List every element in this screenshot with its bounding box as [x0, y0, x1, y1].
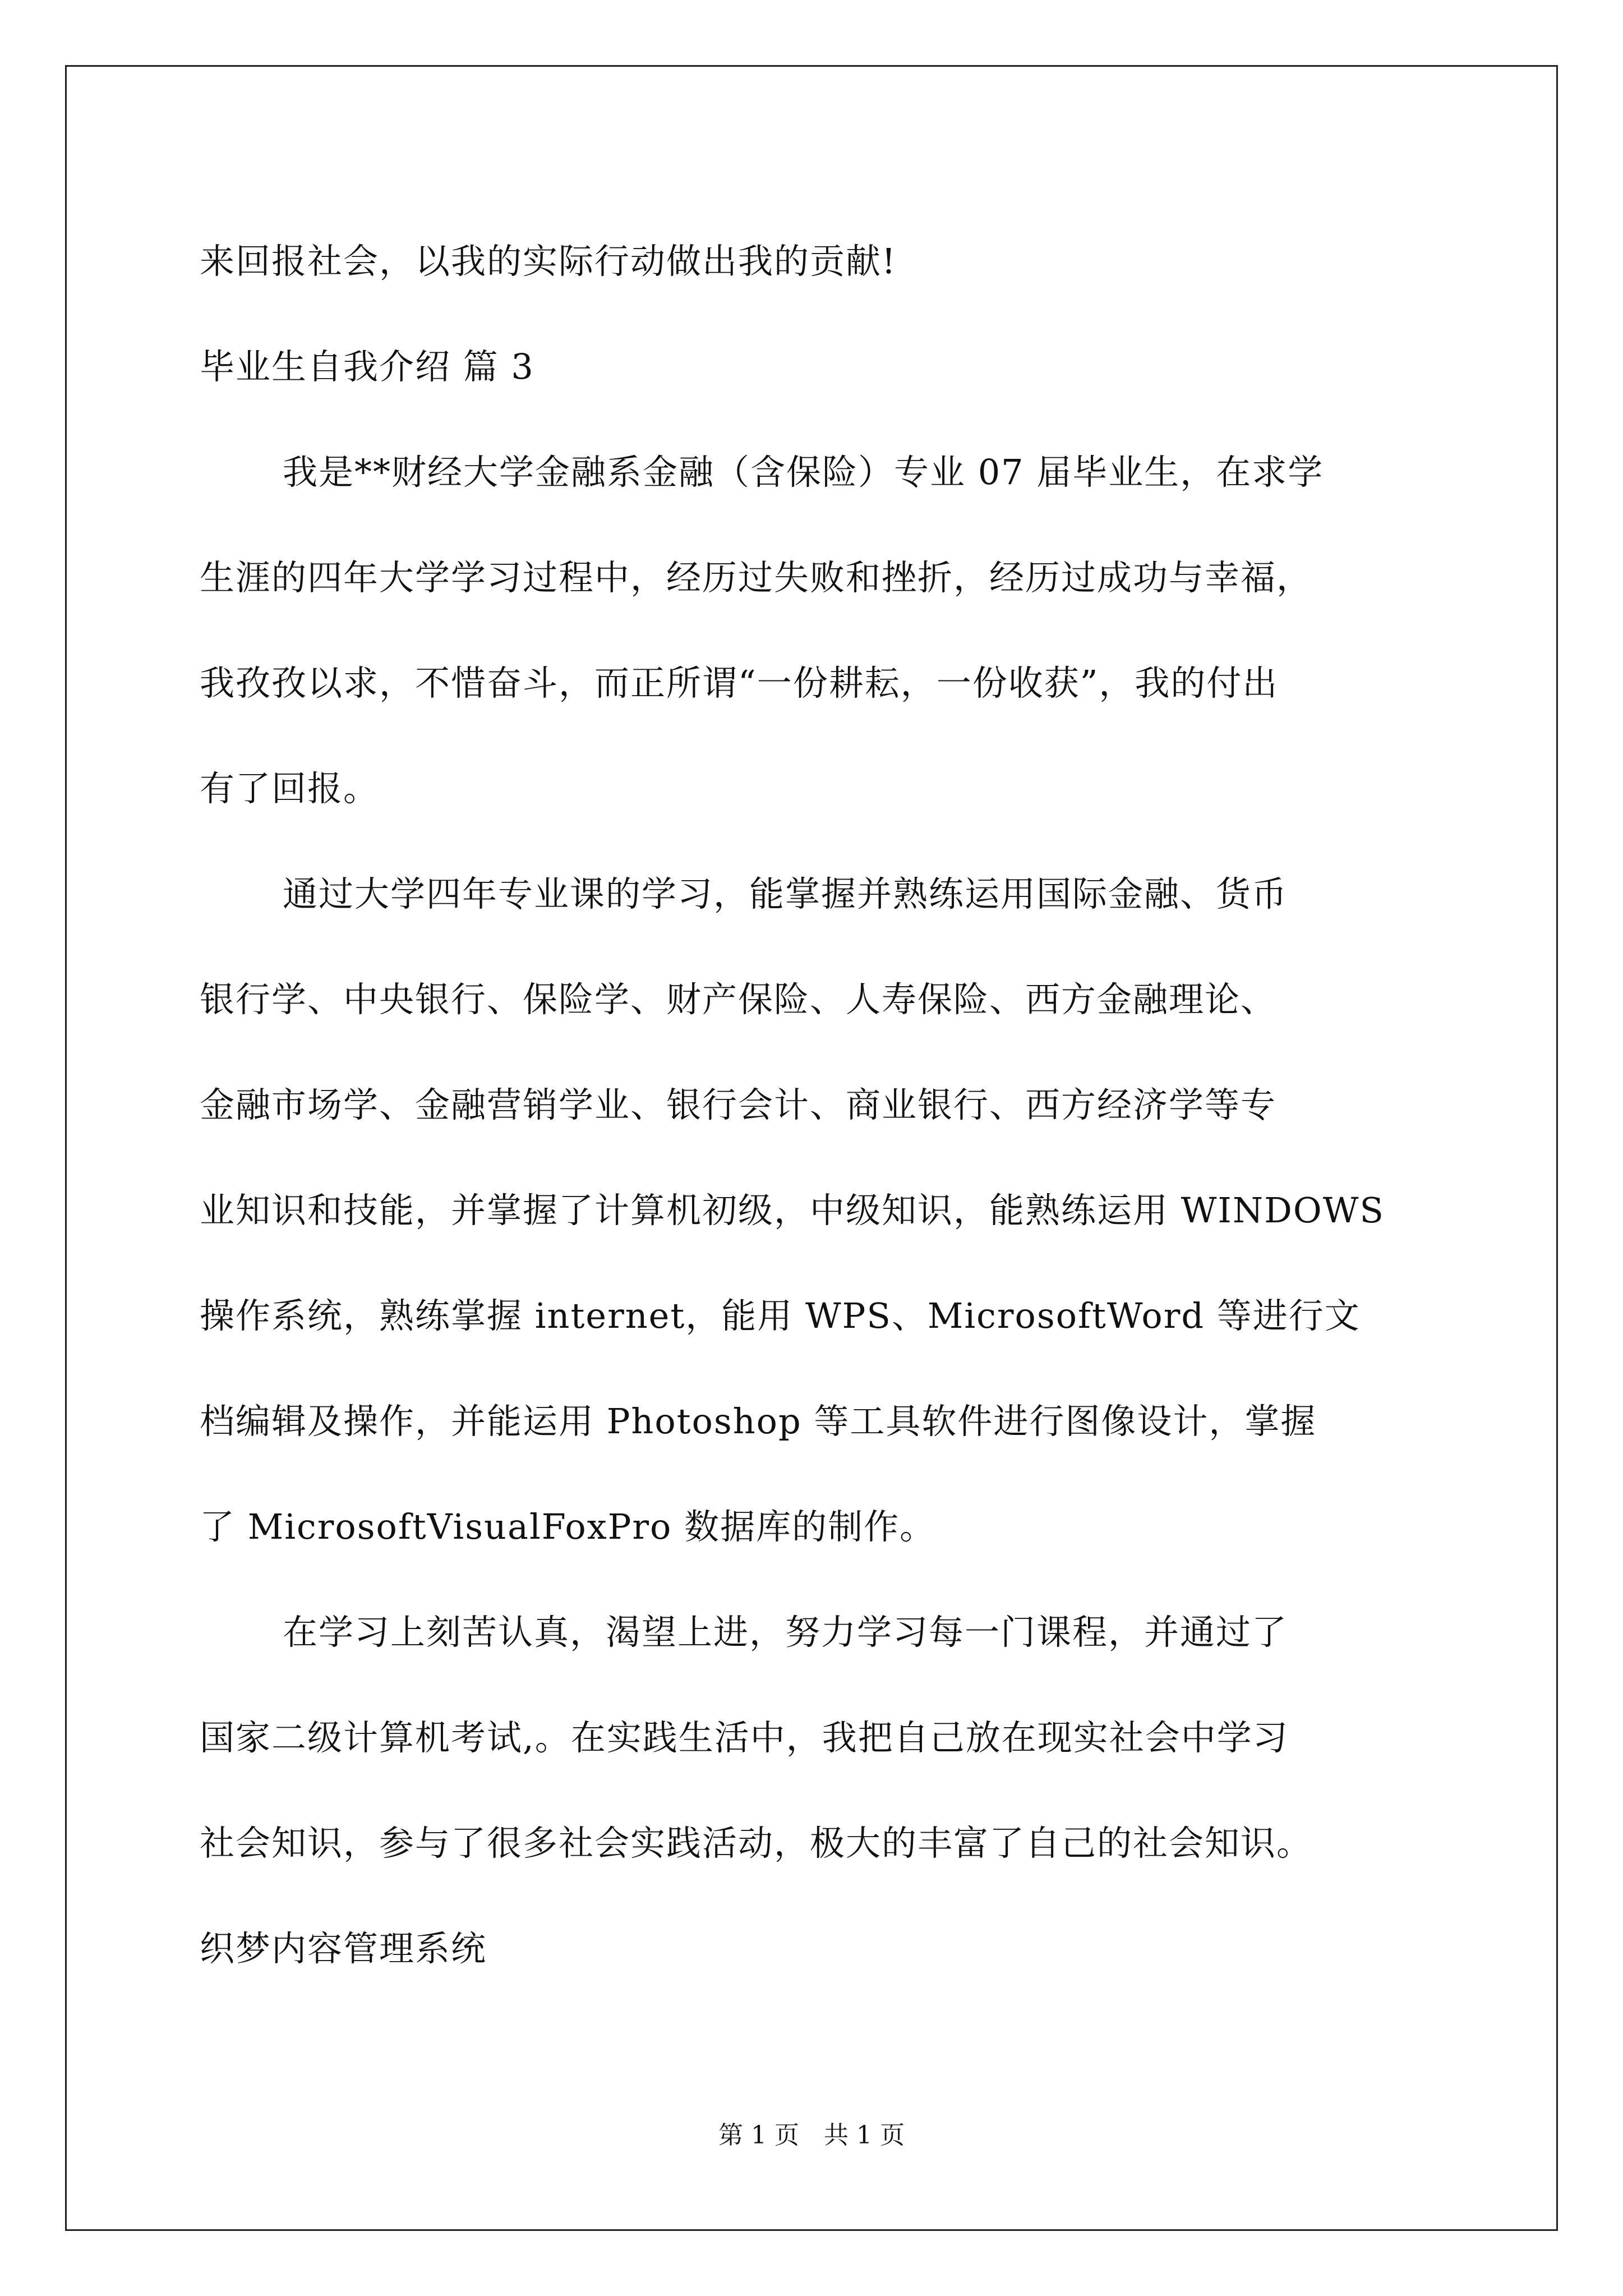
text-line: 社会知识，参与了很多社会实践活动，极大的丰富了自己的社会知识。	[200, 1823, 1313, 1864]
text-line: 业知识和技能，并掌握了计算机初级，中级知识，能熟练运用 WINDOWS	[200, 1190, 1385, 1231]
section-heading: 毕业生自我介绍 篇 3	[200, 346, 534, 387]
text-line: 档编辑及操作，并能运用 Photoshop 等工具软件进行图像设计，掌握	[200, 1401, 1317, 1442]
text-line: 金融市场学、金融营销学业、银行会计、商业银行、西方经济学等专	[200, 1084, 1277, 1125]
page-number: 第 1 页 共 1 页	[718, 2121, 905, 2150]
paragraph-first-line: 我是**财经大学金融系金融（含保险）专业 07 届毕业生，在求学	[283, 452, 1324, 493]
paragraph-first-line: 通过大学四年专业课的学习，能掌握并熟练运用国际金融、货币	[283, 873, 1288, 914]
document-body	[200, 209, 1433, 2001]
text-line: 生涯的四年大学学习过程中，经历过失败和挫折，经历过成功与幸福，	[200, 557, 1313, 598]
text-line: 有了回报。	[200, 768, 380, 809]
text-line: 操作系统，熟练掌握 internet，能用 WPS、MicrosoftWord 等进行文	[200, 1295, 1361, 1336]
text-line: 织梦内容管理系统	[200, 1928, 487, 1969]
text-line: 了 MicrosoftVisualFoxPro 数据库的制作。	[200, 1506, 936, 1547]
text-line: 银行学、中央银行、保险学、财产保险、人寿保险、西方金融理论、	[200, 979, 1277, 1020]
text-line: 国家二级计算机考试,。在实践生活中，我把自己放在现实社会中学习	[200, 1717, 1289, 1758]
text-line: 来回报社会，以我的实际行动做出我的贡献!	[200, 241, 897, 282]
paragraph-first-line: 在学习上刻苦认真，渴望上进，努力学习每一门课程，并通过了	[283, 1612, 1288, 1653]
text-line: 我孜孜以求，不惜奋斗，而正所谓“一份耕耘，一份收获”，我的付出	[200, 662, 1279, 703]
